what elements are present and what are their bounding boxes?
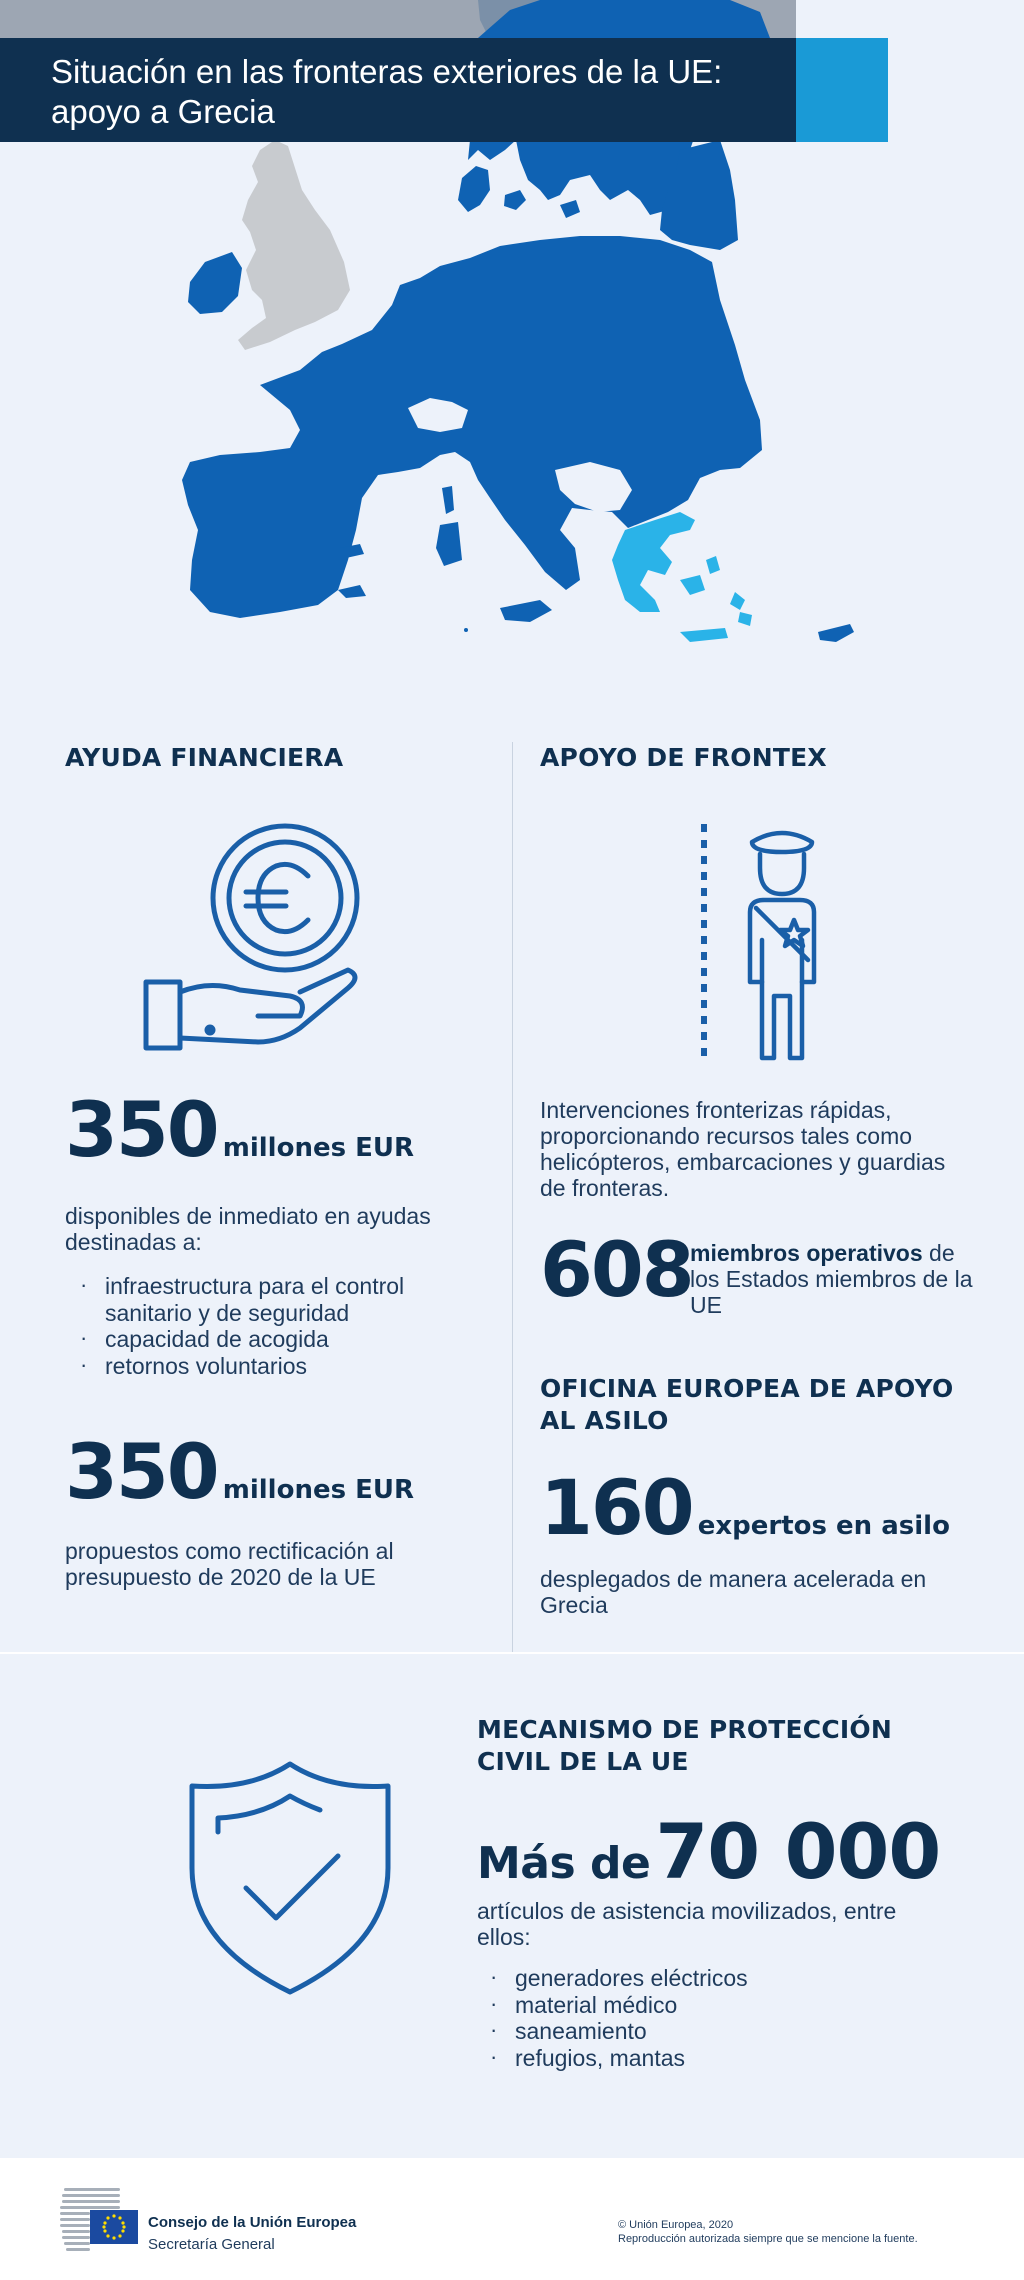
map-ireland — [188, 252, 242, 314]
map-denmark — [458, 166, 490, 212]
civil-bullets — [478, 1965, 898, 2071]
financial-amount1 — [65, 1085, 415, 1174]
frontex-desc: Intervenciones fronterizas rápidas, proporcionando recursos tales como helicópteros, embarcaciones y guardias de fronteras. — [540, 1097, 946, 1201]
financial-heading: AYUDA FINANCIERA — [65, 743, 344, 772]
footer-org-name: Consejo de la Unión Europea — [148, 2214, 357, 2231]
map-uk — [238, 140, 350, 350]
footer-notice: Reproducción autorizada siempre que se mencione la fuente. — [618, 2233, 918, 2245]
list-item: · retornos voluntarios — [68, 1353, 488, 1380]
easo-desc: desplegados de manera acelerada en Grecia — [540, 1566, 927, 1618]
frontex-heading: APOYO DE FRONTEX — [540, 743, 827, 772]
financial-amount2-value: 350 — [65, 1427, 218, 1516]
list-item: · generadores eléctricos — [478, 1965, 898, 1992]
frontex-count — [540, 1225, 980, 1330]
frontex-count-label — [690, 1240, 980, 1318]
civil-heading: MECANISMO DE PROTECCIÓN CIVIL DE LA UE — [477, 1715, 892, 1776]
border-guard-icon — [690, 820, 850, 1065]
list-item: · material médico — [478, 1992, 898, 2019]
shield-check-icon — [180, 1758, 400, 1998]
footer — [0, 2158, 1024, 2280]
map-peek — [470, 0, 800, 38]
column-divider — [512, 742, 513, 1652]
list-item: · refugios, mantas — [478, 2045, 898, 2072]
list-item: · capacidad de acogida — [68, 1326, 488, 1353]
civil-count-value: 70 000 — [655, 1807, 941, 1896]
map-greece — [612, 512, 695, 612]
footer-copyright: © Unión Europea, 2020 — [618, 2219, 734, 2231]
footer-org-sub: Secretaría General — [148, 2236, 275, 2253]
easo-count — [540, 1463, 950, 1552]
easo-heading: OFICINA EUROPEA DE APOYO AL ASILO — [540, 1374, 954, 1435]
easo-count-value: 160 — [540, 1463, 693, 1552]
civil-count — [477, 1807, 941, 1896]
frontex-count-value: 608 — [540, 1225, 693, 1314]
financial-amount2 — [65, 1427, 415, 1516]
council-logo-icon — [60, 2186, 140, 2256]
title-accent — [796, 38, 888, 142]
financial-amount1-value: 350 — [65, 1085, 218, 1174]
section-divider — [0, 1652, 1024, 1654]
map-cyprus — [818, 624, 854, 642]
list-item: · infraestructura para el control sanitario y de seguridad — [68, 1273, 488, 1326]
financial-amount2-unit: millones EUR — [222, 1475, 415, 1505]
list-item: · saneamiento — [478, 2018, 898, 2045]
frontex-count-label-rest: de los Estados miembros de la UE — [690, 1240, 973, 1318]
civil-desc: artículos de asistencia movilizados, entre ellos: — [477, 1898, 897, 1950]
euro-coin-hand-icon — [140, 820, 365, 1065]
financial-amount2-desc: propuestos como rectificación al presupuesto de 2020 de la UE — [65, 1538, 394, 1590]
financial-amount1-unit: millones EUR — [222, 1133, 415, 1163]
page-title: Situación en las fronteras exteriores de la UE: apoyo a Grecia — [51, 53, 723, 130]
easo-count-unit: expertos en asilo — [697, 1511, 950, 1541]
civil-count-prefix: Más de — [477, 1838, 651, 1889]
financial-bullets — [68, 1273, 488, 1379]
frontex-count-label-bold: miembros operativos — [690, 1240, 923, 1266]
financial-amount1-desc: disponibles de inmediato en ayudas destinadas a: — [65, 1203, 431, 1255]
